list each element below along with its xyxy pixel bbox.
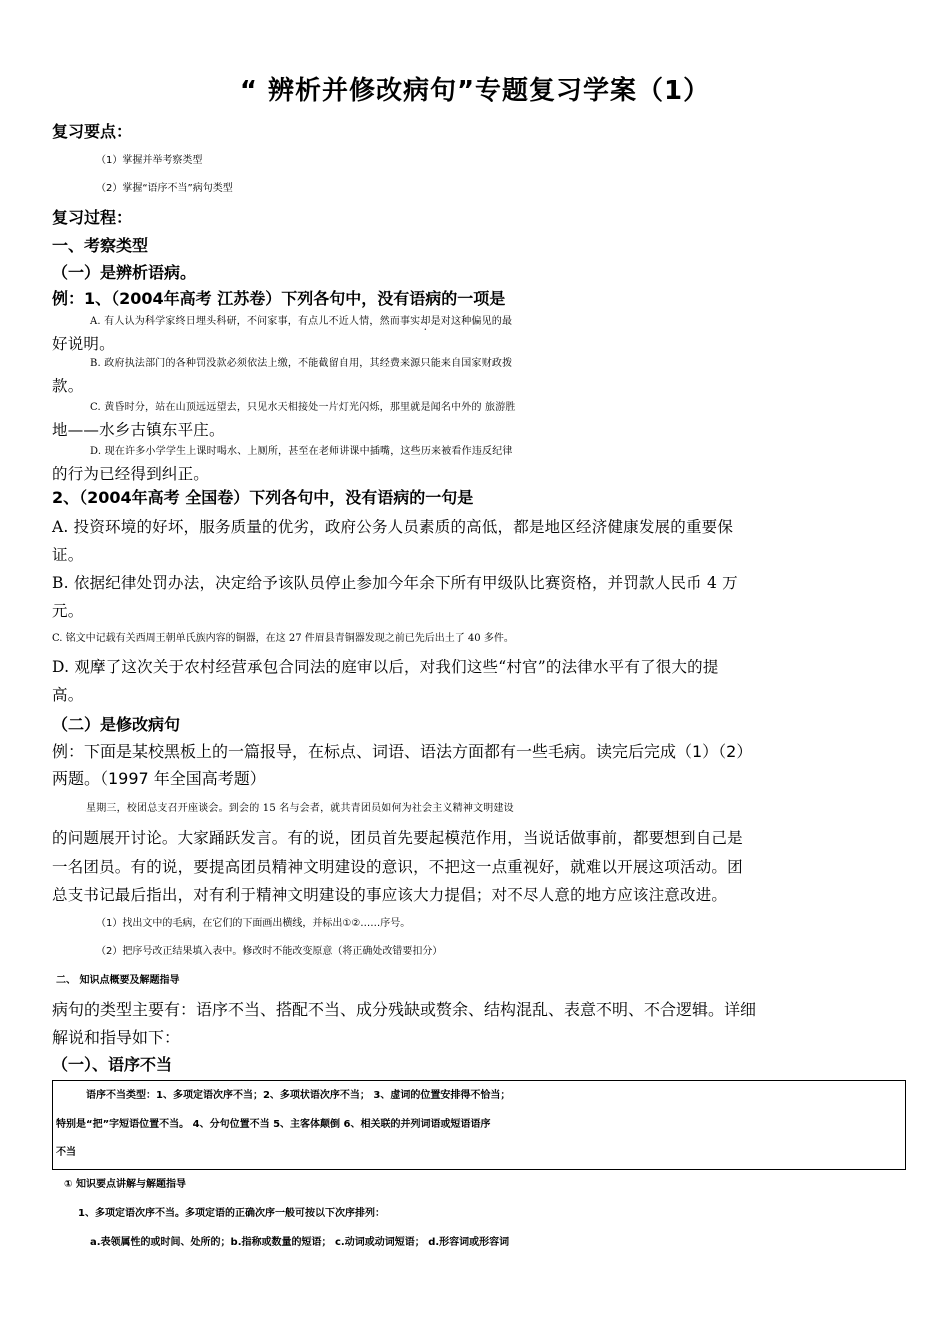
q1-option-d-line1: D. 现在许多小学学生上课时喝水、上厕所，甚至在老师讲课中插嘴，这些历来被看作违反纪律 (90, 446, 513, 457)
rule-1: 1、多项定语次序不当。多项定语的正确次序一般可按以下次序排列： (78, 1208, 385, 1219)
part1-heading: （一）是辨析语病。 (52, 263, 197, 282)
process-heading: 复习过程： (52, 208, 133, 227)
review-point-2: （2）掌握“语序不当”病句类型 (96, 183, 233, 194)
q2-option-c-line1: C. 铭文中记载有关西周王朝单氏族内容的铜器，在这 27 件眉县青铜器发现之前已先后出土了 40 多件。 (52, 633, 514, 644)
emphasis-mark: 却 (420, 316, 431, 327)
passage-line: 星期三，校团总支召开座谈会。到会的 15 名与会者，就共青团员如何为社会主义精神文明建设 (86, 803, 514, 814)
part2-intro-line1: 例：下面是某校黑板上的一篇报导，在标点、词语、语法方面都有一些毛病。读完后完成（1）（2） (52, 742, 753, 761)
q1-option-a-line1: A. 有人认为科学家终日埋头科研，不问家事，有点儿不近人情，然而事实却是对这种偏见的最 (90, 316, 513, 327)
q2-option-a-line1: A. 投资环境的好坏，服务质量的优劣，政府公务人员素质的高低，都是地区经济健康发展的重要保 (52, 518, 734, 536)
task-2: （2）把序号改正结果填入表中。修改时不能改变原意（将正确处改错要扣分） (96, 946, 443, 957)
page-title: “ 辨析并修改病句”专题复习学案（1） (239, 76, 711, 106)
word-order-heading: （一）、语序不当 (52, 1055, 173, 1074)
part2-heading: （二）是修改病句 (52, 715, 181, 734)
q1-option-b-line2: 款。 (52, 377, 84, 395)
q2-option-d-line1: D. 观摩了这次关于农村经营承包合同法的庭审以后，对我们这些“村官”的法律水平有了很大的提 (52, 658, 719, 676)
q2-option-d-line2: 高。 (52, 686, 84, 704)
passage-line: 总支书记最后指出，对有利于精神文明建设的事应该大力提倡；对不尽人意的地方应该注意改进。 (52, 886, 728, 904)
q1-option-c-line2: 地——水乡古镇东平庄。 (52, 421, 225, 439)
q2-option-b-line1: B. 依据纪律处罚办法，决定给予该队员停止参加今年余下所有甲级队比赛资格，并罚款人民币 4 万 (52, 574, 738, 592)
q1-option-a-line2: 好说明。 (52, 335, 115, 353)
section2-intro-line2: 解说和指导如下： (52, 1028, 181, 1047)
section1-heading: 一、考察类型 (52, 236, 149, 255)
q2-option-a-line2: 证。 (52, 546, 84, 564)
guide-heading: ① 知识要点讲解与解题指导 (64, 1179, 186, 1190)
task-1: （1）找出文中的毛病，在它们的下面画出横线，并标出①②……序号。 (96, 918, 411, 929)
section2-heading: 二、 知识点概要及解题指导 (56, 975, 180, 986)
section2-intro-line1: 病句的类型主要有：语序不当、搭配不当、成分残缺或赘余、结构混乱、表意不明、不合逻辑。详细 (52, 1000, 757, 1019)
q1-option-c-line1: C. 黄昏时分，站在山顶远远望去，只见水天相接处一片灯光闪烁，那里就是闻名中外的 旅游胜 (90, 402, 516, 413)
q1-option-d-line2: 的行为已经得到纠正。 (52, 465, 210, 483)
box-line-2: 特别是“把”字短语位置不当。 4、分句位置不当 5、主客体颠倒 6、相关联的并列词语或短语语序 (56, 1119, 491, 1130)
q1-option-b-line1: B. 政府执法部门的各种罚没款必须依法上缴，不能截留自用，其经费来源只能来自国家财政拨 (90, 358, 513, 369)
passage-line: 一名团员。有的说，要提高团员精神文明建设的意识，不把这一点重视好，就难以开展这项活动。团 (52, 858, 743, 876)
question-1-stem: 例：1、（2004年高考 江苏卷）下列各句中，没有语病的一项是 (52, 289, 506, 308)
passage-line: 的问题展开讨论。大家踊跃发言。有的说，团员首先要起模范作用，当说话做事前，都要想到自己是 (52, 829, 743, 847)
q2-option-b-line2: 元。 (52, 602, 84, 620)
question-2-stem: 2、（2004年高考 全国卷）下列各句中，没有语病的一句是 (52, 488, 474, 507)
box-line-3: 不当 (56, 1147, 76, 1158)
review-points-heading: 复习要点： (52, 122, 133, 141)
rule-1-items: a.表领属性的或时间、处所的；b.指称或数量的短语； c.动词或动词短语； d.形容词或形容词 (90, 1237, 510, 1248)
review-point-1: （1）掌握并举考察类型 (96, 155, 203, 166)
part2-intro-line2: 两题。（1997 年全国高考题） (52, 769, 266, 788)
box-line-1: 语序不当类型：1、多项定语次序不当；2、多项状语次序不当； 3、虚词的位置安排得不恰当； (86, 1090, 511, 1101)
